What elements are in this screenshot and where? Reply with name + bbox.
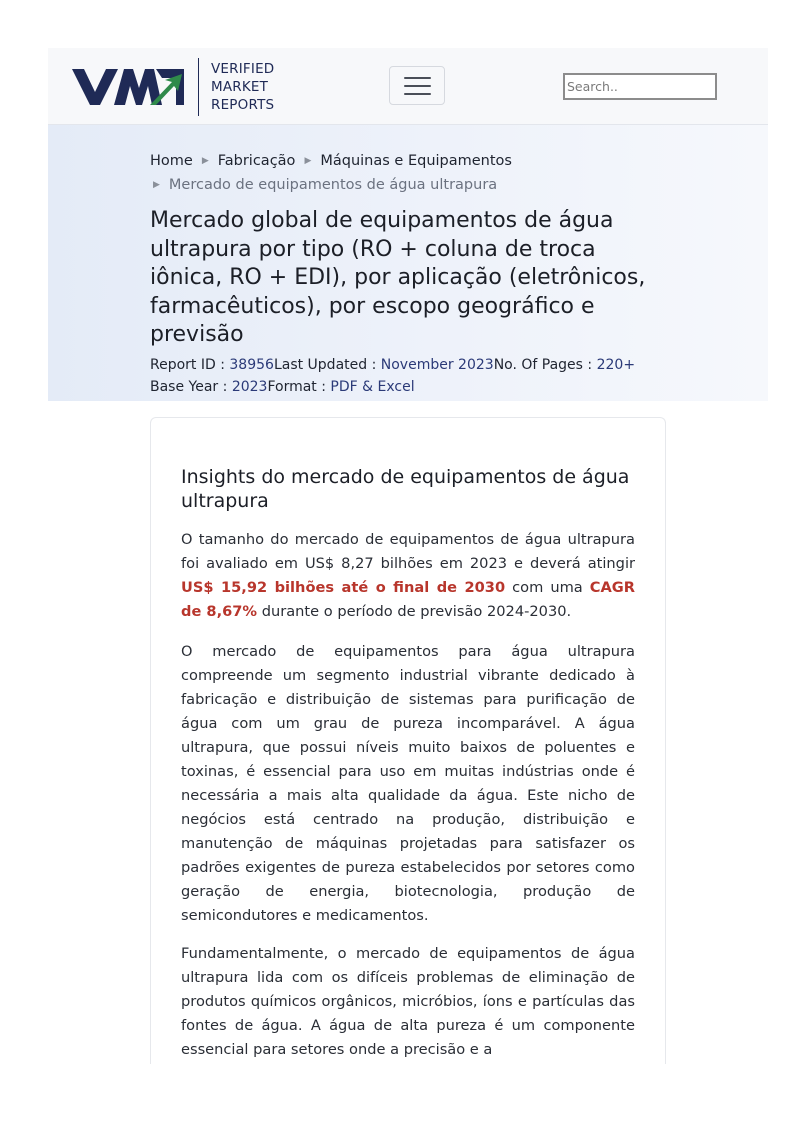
brand-line-2: MARKET [211, 79, 269, 95]
base-year-label: Base Year : [150, 379, 232, 395]
search-input[interactable] [563, 73, 717, 100]
report-id-value: 38956 [229, 357, 274, 373]
format-value: PDF & Excel [330, 379, 415, 395]
breadcrumb-fabricacao[interactable]: Fabricação [217, 153, 296, 169]
insights-paragraph-1 [181, 528, 635, 624]
p1-text-a: O tamanho do mercado de equipamentos de água ultrapura foi avaliado em US$ 8,27 bilhões em 2023 e deverá atingir [181, 531, 635, 572]
breadcrumb [150, 149, 620, 197]
menu-bar-icon [404, 85, 431, 87]
updated-label: Last Updated : [273, 357, 381, 373]
chevron-right-icon: ▶ [201, 156, 209, 166]
cagr-highlight: CAGR de 8,67% [181, 579, 635, 620]
brand-line-1: VERIFIED [211, 61, 275, 77]
p1-text-b: com uma [505, 579, 590, 596]
breadcrumb-home[interactable]: Home [150, 153, 193, 169]
format-label: Format : [267, 379, 331, 395]
base-year-value: 2023 [231, 379, 268, 395]
page-title: Mercado global de equipamentos de água ultrapura por tipo (RO + coluna de troca iônica, RO + EDI), por aplicação (eletrônicos, farmacêuticos), por escopo geográfico e previsão [150, 208, 646, 347]
insights-title: Insights do mercado de equipamentos de água ultrapura [181, 466, 630, 512]
hamburger-menu-button[interactable] [389, 66, 445, 105]
report-id-label: Report ID : [150, 357, 230, 373]
menu-bar-icon [404, 93, 431, 95]
chevron-right-icon: ▶ [153, 180, 160, 190]
logo-divider [198, 58, 199, 116]
insights-paragraph-2: O mercado de equipamentos para água ultrapura compreende um segmento industrial vibrante dedicado à fabricação e distribuição de sistemas para purificação de água com um grau de pureza incomparável. A água ultrapura, que possui níveis muito baixos de poluentes e toxinas, é essencial para uso em muitas indústrias onde é necessária a mais alta qualidade da água. Este nicho de negócios está centrado na produção, distribuição e manutenção de máquinas projetadas para satisfazer os padrões exigentes de pureza estabelecidos por setores como geração de energia, biotecnologia, produção de semicondutores e medicamentos. [181, 643, 635, 924]
market-size-highlight: US$ 15,92 bilhões até o final de 2030 [181, 579, 506, 596]
insights-paragraph-3: Fundamentalmente, o mercado de equipamentos de água ultrapura lida com os difíceis problemas de eliminação de produtos químicos orgânicos, micróbios, íons e partículas das fontes de água. A água de alta pureza é um componente essencial para setores onde a precisão e a [181, 945, 635, 1058]
p1-text-c: durante o período de previsão 2024-2030. [257, 603, 572, 620]
brand-line-3: REPORTS [211, 97, 275, 113]
navbar [48, 48, 768, 125]
breadcrumb-current: Mercado de equipamentos de água ultrapura [168, 177, 498, 193]
brand-wordmark[interactable] [211, 60, 274, 114]
chevron-right-icon: ▶ [304, 156, 312, 166]
pages-value: 220+ [596, 357, 636, 373]
menu-bar-icon [404, 77, 431, 79]
insights-card [150, 417, 666, 1064]
breadcrumb-maquinas[interactable]: Máquinas e Equipamentos [320, 153, 512, 169]
updated-value: November 2023 [380, 357, 494, 373]
vmr-logo-icon[interactable] [72, 68, 184, 106]
report-hero [48, 125, 768, 401]
report-meta [150, 354, 710, 398]
pages-label: No. Of Pages : [493, 357, 597, 373]
